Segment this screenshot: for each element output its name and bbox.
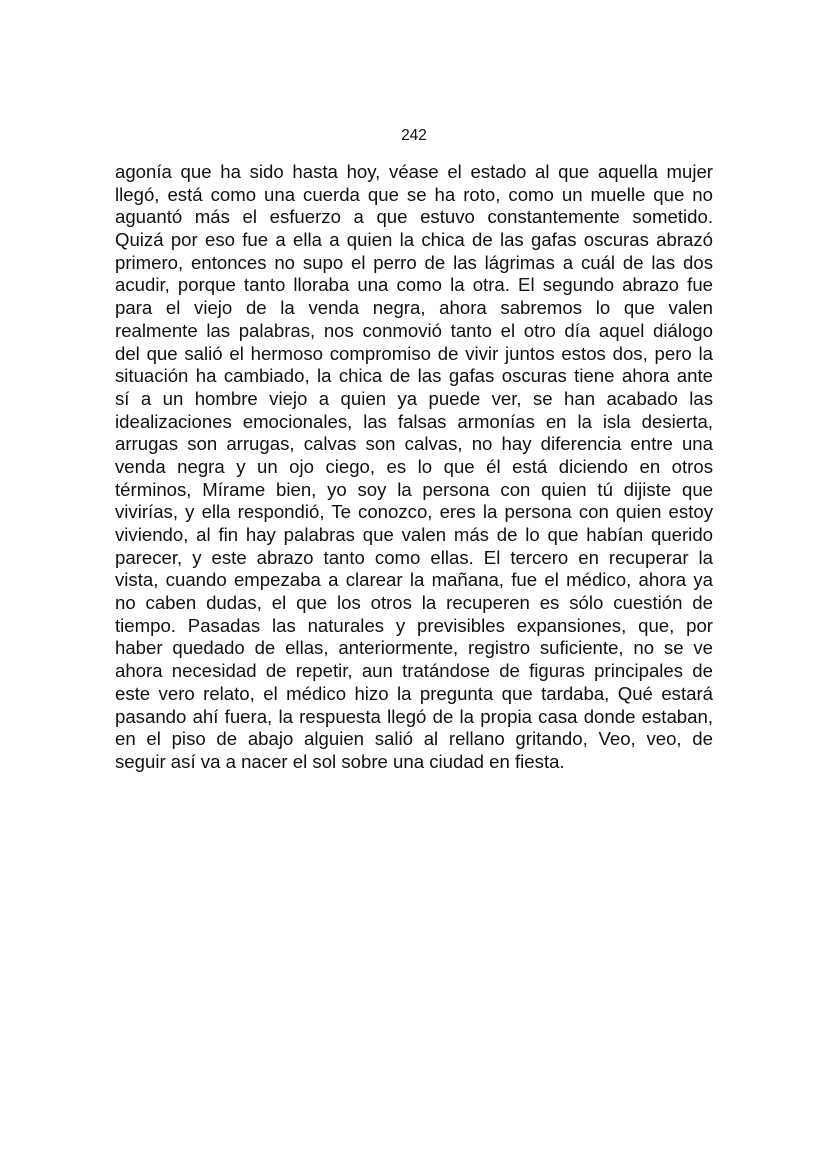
- text-line: situación ha cambiado, la chica de las gafas oscuras tiene ahora ante: [115, 365, 713, 387]
- text-line: llegó, está como una cuerda que se ha roto, como un muelle que no: [115, 183, 713, 205]
- text-line: aguantó más el esfuerzo a que estuvo constantemente sometido.: [115, 206, 713, 228]
- text-line: agonía que ha sido hasta hoy, véase el estado al que aquella mujer: [115, 161, 713, 182]
- text-line: Quizá por eso fue a ella a quien la chica de las gafas oscuras abrazó: [115, 229, 713, 251]
- text-line: en el piso de abajo alguien salió al rellano gritando, Veo, veo, de: [115, 728, 713, 750]
- text-line: vivirías, y ella respondió, Te conozco, eres la persona con quien estoy: [115, 501, 713, 523]
- text-line: parecer, y este abrazo tanto como ellas. El tercero en recuperar la: [115, 546, 713, 568]
- text-line: venda negra y un ojo ciego, es lo que él está diciendo en otros: [115, 455, 713, 477]
- text-line: viviendo, al fin hay palabras que valen más de lo que habían querido: [115, 524, 713, 545]
- text-line: este vero relato, el médico hizo la pregunta que tardaba, Qué estará: [115, 682, 713, 704]
- text-line: no caben dudas, el que los otros la recuperen es sólo cuestión de: [115, 592, 713, 614]
- text-line-last: seguir así va a nacer el sol sobre una ciudad en fiesta.: [115, 750, 565, 772]
- text-line: realmente las palabras, nos conmovió tanto el otro día aquel diálogo: [115, 319, 713, 341]
- text-line: sí a un hombre viejo a quien ya puede ver, se han acabado las: [115, 387, 713, 409]
- text-line: arrugas son arrugas, calvas son calvas, no hay diferencia entre una: [115, 433, 713, 455]
- text-line: primero, entonces no supo el perro de las lágrimas a cuál de las dos: [115, 251, 713, 273]
- text-line: términos, Mírame bien, yo soy la persona con quien tú dijiste que: [115, 478, 713, 500]
- text-line: del que salió el hermoso compromiso de vivir juntos estos dos, pero la: [115, 342, 713, 364]
- text-line: vista, cuando empezaba a clarear la mañana, fue el médico, ahora ya: [115, 569, 713, 591]
- text-line: idealizaciones emocionales, las falsas armonías en la isla desierta,: [115, 410, 713, 432]
- text-line: tiempo. Pasadas las naturales y previsibles expansiones, que, por: [115, 614, 713, 636]
- page-number: 242: [401, 127, 427, 144]
- body-paragraph: [115, 161, 713, 774]
- text-line: ahora necesidad de repetir, aun tratándose de figuras principales de: [115, 660, 713, 682]
- text-line: pasando ahí fuera, la respuesta llegó de la propia casa donde estaban,: [115, 705, 713, 727]
- text-line: haber quedado de ellas, anteriormente, registro suficiente, no se ve: [115, 637, 713, 659]
- text-line: acudir, porque tanto lloraba una como la otra. El segundo abrazo fue: [115, 274, 713, 296]
- text-line: para el viejo de la venda negra, ahora sabremos lo que valen: [115, 297, 713, 319]
